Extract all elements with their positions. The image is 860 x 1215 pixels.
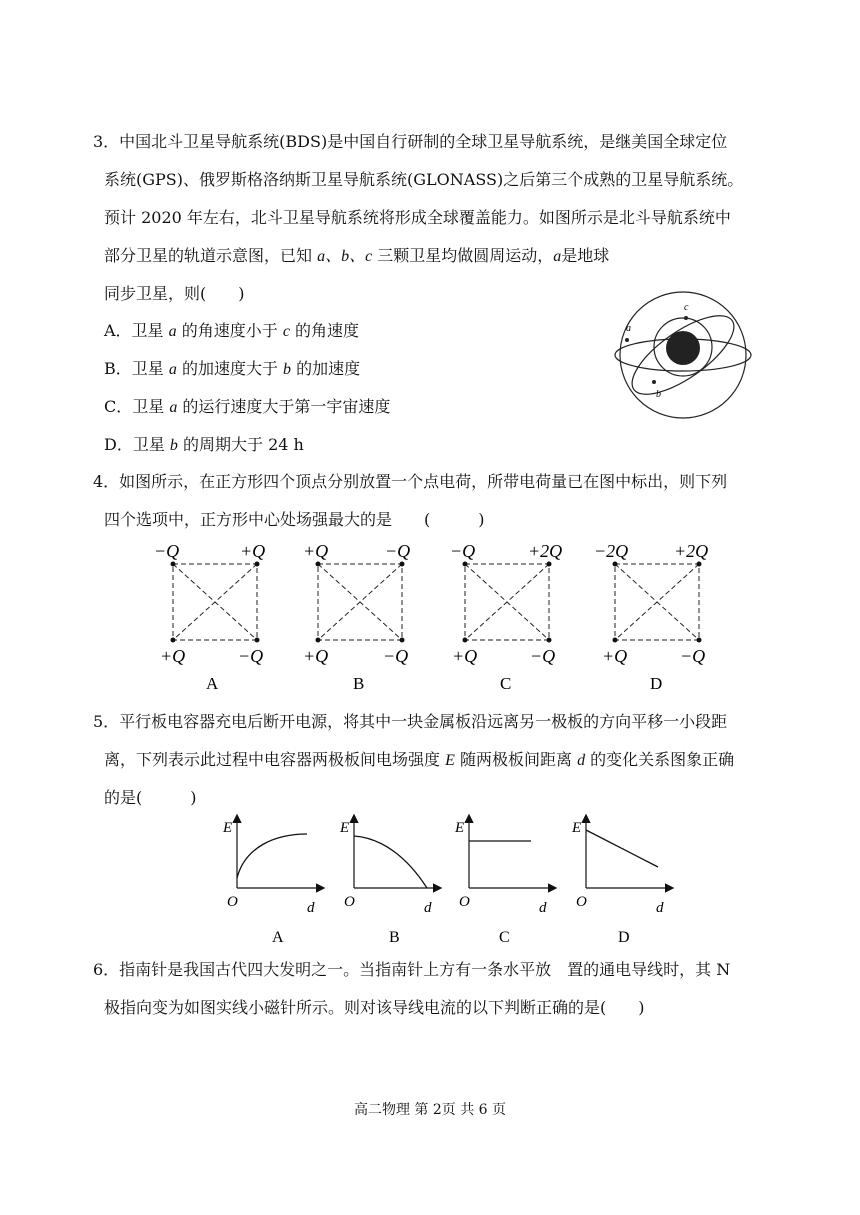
q3-line-2: 系统(GPS)、俄罗斯格洛纳斯卫星导航系统(GLONASS)之后第三个成熟的卫星导航系统。 xyxy=(104,170,744,189)
q3-option-c-var: a xyxy=(169,399,178,416)
q3-option-a-text-1: A．卫星 xyxy=(104,321,169,340)
charge-b-top-right: −Q xyxy=(385,541,411,561)
satellite-b-label: b xyxy=(656,389,661,400)
graph-c-x-label: d xyxy=(539,900,547,916)
satellite-a-label: a xyxy=(626,323,631,334)
graph-b-x-label: d xyxy=(424,900,432,916)
q3-option-d-text-2: 的周期大于 24 h xyxy=(177,435,304,454)
charge-c-top-left: −Q xyxy=(450,541,476,561)
q3-option-b-var-1: a xyxy=(168,361,177,378)
q6-line-2: 极指向变为如图实线小磁针所示。则对该导线电流的以下判断正确的是( ) xyxy=(104,998,645,1017)
graph-a-origin: O xyxy=(227,894,238,910)
graph-b-curve xyxy=(354,836,427,888)
charge-d-top-right: +2Q xyxy=(674,541,709,561)
satellite-a-dot xyxy=(625,338,629,342)
graph-d xyxy=(571,816,672,946)
q5-line-2 xyxy=(104,750,734,771)
charge-square-a xyxy=(154,541,265,693)
charge-c-bottom-right: −Q xyxy=(530,646,556,666)
charge-a-bottom-left: +Q xyxy=(160,646,186,666)
charge-a-top-right: +Q xyxy=(240,541,266,561)
q3-line-4-b: 三颗卫星均做圆周运动， xyxy=(372,246,554,265)
satellite-orbit-figure xyxy=(608,285,758,425)
charge-square-b xyxy=(303,541,410,693)
charge-square-c xyxy=(450,541,562,693)
q5-line-2-c: 的变化关系图象正确 xyxy=(585,750,735,769)
q3-var-a: a xyxy=(553,248,562,265)
q3-line-4-c: 是地球 xyxy=(561,246,610,265)
graph-b-label: B xyxy=(389,929,400,946)
q4-line-1: 4．如图所示，在正方形四个顶点分别放置一个点电荷，所带电荷量已在图中标出，则下列 xyxy=(93,472,728,491)
charge-a-bottom-right: −Q xyxy=(238,646,264,666)
square-a-label: A xyxy=(206,674,219,693)
graph-a-x-label: d xyxy=(307,900,315,916)
q3-option-b-text-1: B．卫星 xyxy=(104,359,169,378)
q3-line-3: 预计 2020 年左右，北斗卫星导航系统将形成全球覆盖能力。如图所示是北斗导航系统中 xyxy=(104,208,731,227)
q3-option-a-var-1: a xyxy=(168,323,177,340)
q3-option-d xyxy=(104,435,304,456)
graph-a-curve xyxy=(237,834,307,878)
q3-line-5: 同步卫星，则( ) xyxy=(104,284,245,303)
graph-b-origin: O xyxy=(344,894,355,910)
graph-c-label: C xyxy=(499,929,510,946)
graph-a xyxy=(222,816,323,946)
q3-option-c-text-2: 的运行速度大于第一宇宙速度 xyxy=(177,397,391,416)
satellite-c-label: c xyxy=(684,302,689,313)
earth xyxy=(666,331,700,365)
q3-var-abc: a、b、c xyxy=(317,248,373,265)
graph-d-y-label: E xyxy=(572,820,582,836)
q4-line-2: 四个选项中，正方形中心处场强最大的是 ( ) xyxy=(104,510,485,529)
graph-c-y-label: E xyxy=(455,820,465,836)
q3-option-d-text-1: D．卫星 xyxy=(104,435,170,454)
charge-c-top-right: +2Q xyxy=(528,541,563,561)
charge-b-bottom-right: −Q xyxy=(383,646,409,666)
charge-squares-figure xyxy=(140,535,730,695)
q6-line-1: 6．指南针是我国古代四大发明之一。当指南针上方有一条水平放 置的通电导线时，其 N xyxy=(93,960,731,979)
square-b-label: B xyxy=(353,674,365,693)
satellite-c-dot xyxy=(684,316,688,320)
graph-c xyxy=(454,816,555,946)
q3-option-a-var-2: c xyxy=(282,323,290,340)
q3-line-1: 3．中国北斗卫星导航系统(BDS)是中国自行研制的全球卫星导航系统，是继美国全球定位 xyxy=(93,132,728,151)
q3-option-b-var-2: b xyxy=(283,361,292,378)
graph-c-origin: O xyxy=(459,894,470,910)
charge-c-bottom-left: +Q xyxy=(452,646,478,666)
q5-var-d: d xyxy=(577,752,586,769)
q3-option-d-var: b xyxy=(169,437,178,454)
charge-d-bottom-left: +Q xyxy=(602,646,628,666)
q5-line-1: 5．平行板电容器充电后断开电源，将其中一块金属板沿远离另一极板的方向平移一小段距 xyxy=(93,712,728,731)
square-d-label: D xyxy=(650,674,663,693)
q5-line-2-b: 随两极板间距离 xyxy=(454,750,578,769)
charge-b-top-left: +Q xyxy=(303,541,329,561)
q3-option-a-text-2: 的角速度小于 xyxy=(176,321,283,340)
graph-b-y-label: E xyxy=(340,820,350,836)
graph-d-origin: O xyxy=(576,894,587,910)
q3-option-c-text-1: C．卫星 xyxy=(104,397,170,416)
q3-option-c xyxy=(104,397,390,418)
q5-line-2-a: 离，下列表示此过程中电容器两极板间电场强度 xyxy=(104,750,446,769)
q3-line-4 xyxy=(104,246,609,267)
graph-b xyxy=(339,816,440,946)
q5-line-3: 的是( ) xyxy=(104,788,197,807)
charge-a-top-left: −Q xyxy=(154,541,180,561)
q3-line-4-a: 部分卫星的轨道示意图，已知 xyxy=(104,246,318,265)
graph-a-label: A xyxy=(272,929,284,946)
q3-option-b-text-2: 的加速度大于 xyxy=(176,359,284,378)
graph-a-y-label: E xyxy=(223,820,233,836)
q3-option-a xyxy=(104,321,359,342)
charge-b-bottom-left: +Q xyxy=(303,646,329,666)
field-distance-graphs xyxy=(215,812,675,947)
square-c-label: C xyxy=(500,674,512,693)
q3-option-b-text-3: 的加速度 xyxy=(291,359,361,378)
graph-d-label: D xyxy=(618,929,630,946)
q5-var-e: E xyxy=(445,752,455,769)
charge-square-d xyxy=(594,541,708,693)
page-footer: 高二物理 第 2页 共 6 页 xyxy=(353,1102,507,1118)
q3-option-b xyxy=(104,359,360,380)
graph-d-x-label: d xyxy=(656,900,664,916)
graph-d-line xyxy=(586,830,658,867)
charge-d-bottom-right: −Q xyxy=(680,646,706,666)
charge-d-top-left: −2Q xyxy=(594,541,629,561)
q3-option-a-text-3: 的角速度 xyxy=(289,321,360,340)
satellite-b-dot xyxy=(652,380,656,384)
